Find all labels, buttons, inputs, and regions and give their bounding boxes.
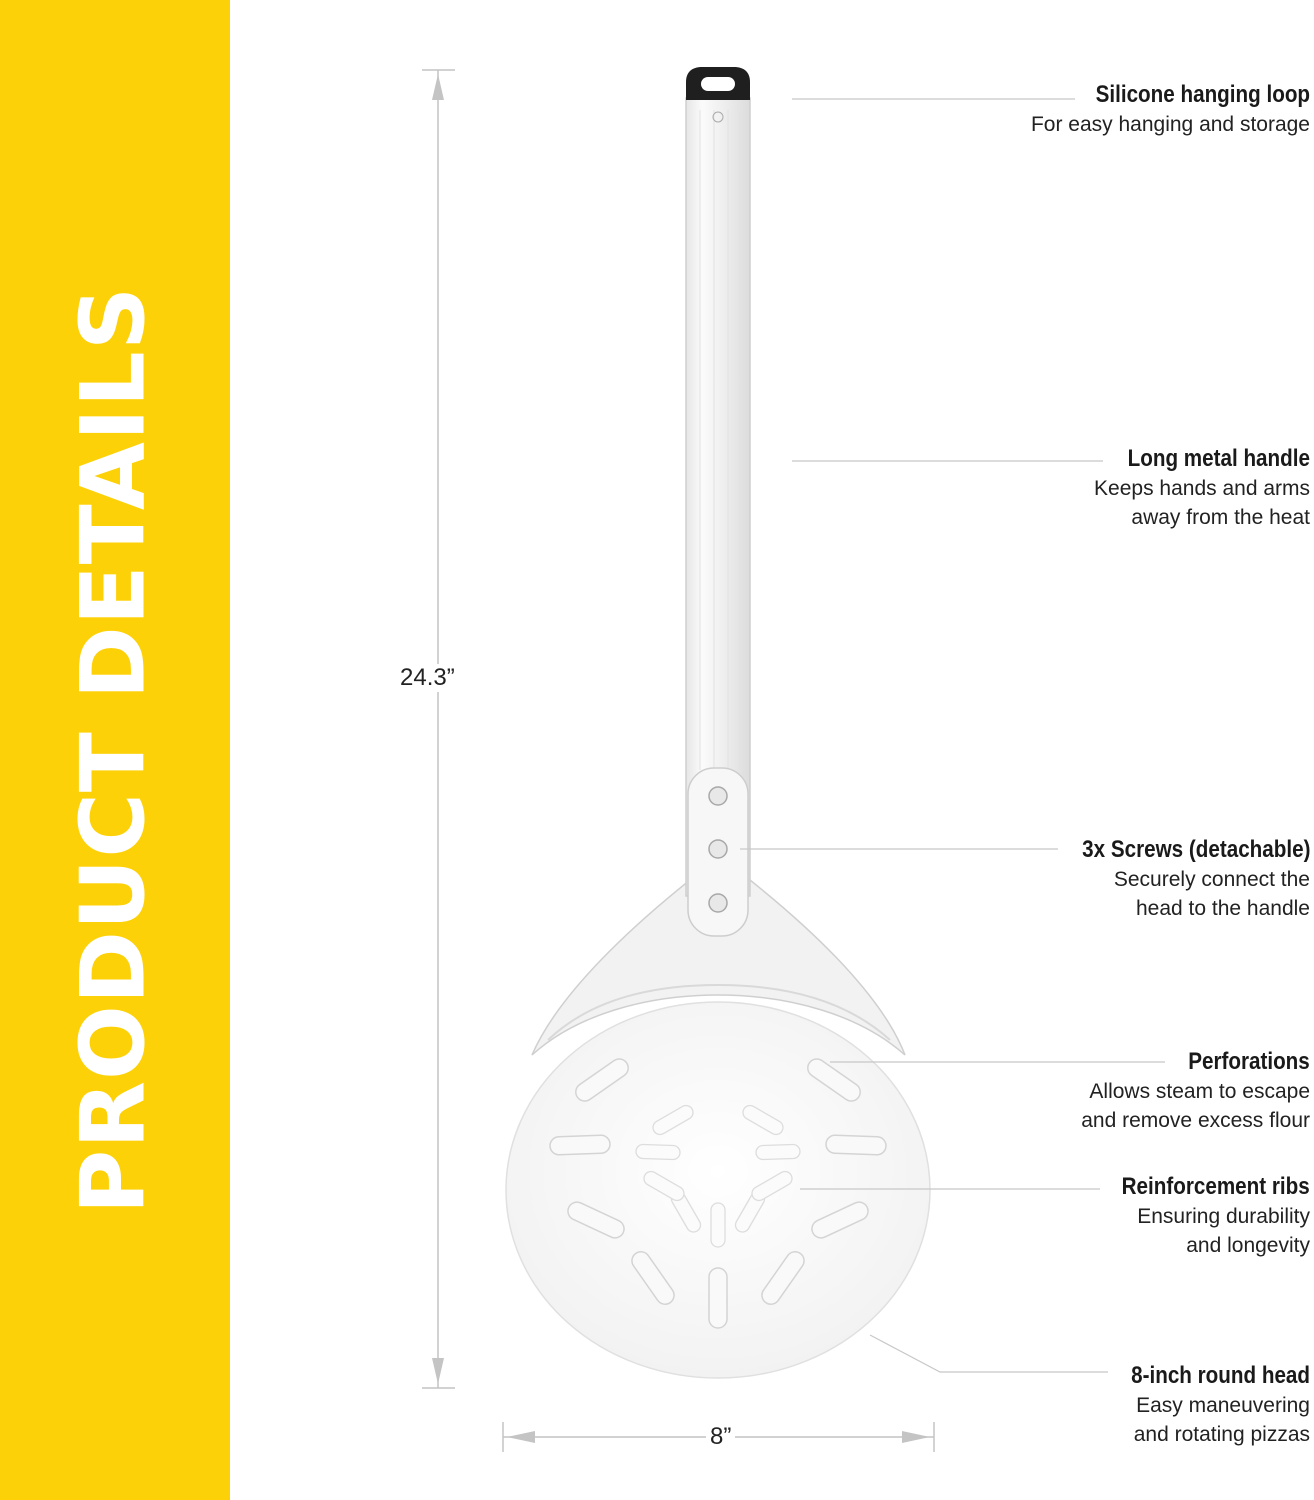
callout-round-head xyxy=(1102,1361,1310,1449)
callout-metal-handle xyxy=(1094,444,1310,532)
width-dimension-label: 8” xyxy=(706,1423,735,1451)
callout-desc: away from the heat xyxy=(1131,506,1310,529)
callout-reinforcement-ribs xyxy=(1091,1172,1310,1260)
callout-desc: and rotating pizzas xyxy=(1133,1423,1310,1446)
callout-title: 3x Screws (detachable) xyxy=(1081,836,1310,863)
callout-desc: and remove excess flour xyxy=(1081,1109,1310,1132)
callout-desc: Allows steam to escape xyxy=(1089,1080,1310,1103)
callout-desc: Keeps hands and arms xyxy=(1094,477,1310,500)
callout-title: Perforations xyxy=(1188,1048,1310,1075)
callout-desc: For easy hanging and storage xyxy=(1030,113,1310,136)
callout-title: Reinforcement ribs xyxy=(1121,1173,1310,1200)
section-title: PRODUCT DETAILS xyxy=(61,285,165,1215)
height-dimension-line xyxy=(422,70,455,1388)
callout-desc: and longevity xyxy=(1186,1234,1310,1257)
callout-desc: head to the handle xyxy=(1136,897,1310,920)
callout-screws xyxy=(1045,835,1310,923)
callout-title: 8-inch round head xyxy=(1131,1362,1310,1389)
callout-title: Silicone hanging loop xyxy=(1095,81,1310,108)
callout-desc: Easy maneuvering xyxy=(1136,1394,1310,1417)
callout-title: Long metal handle xyxy=(1127,445,1310,472)
hanging-loop xyxy=(686,67,750,100)
callout-desc: Ensuring durability xyxy=(1137,1205,1310,1228)
callout-perforations xyxy=(1081,1047,1310,1135)
callout-hanging-loop xyxy=(1031,80,1310,139)
callout-desc: Securely connect the xyxy=(1113,868,1310,891)
height-dimension-label: 24.3” xyxy=(396,664,459,692)
